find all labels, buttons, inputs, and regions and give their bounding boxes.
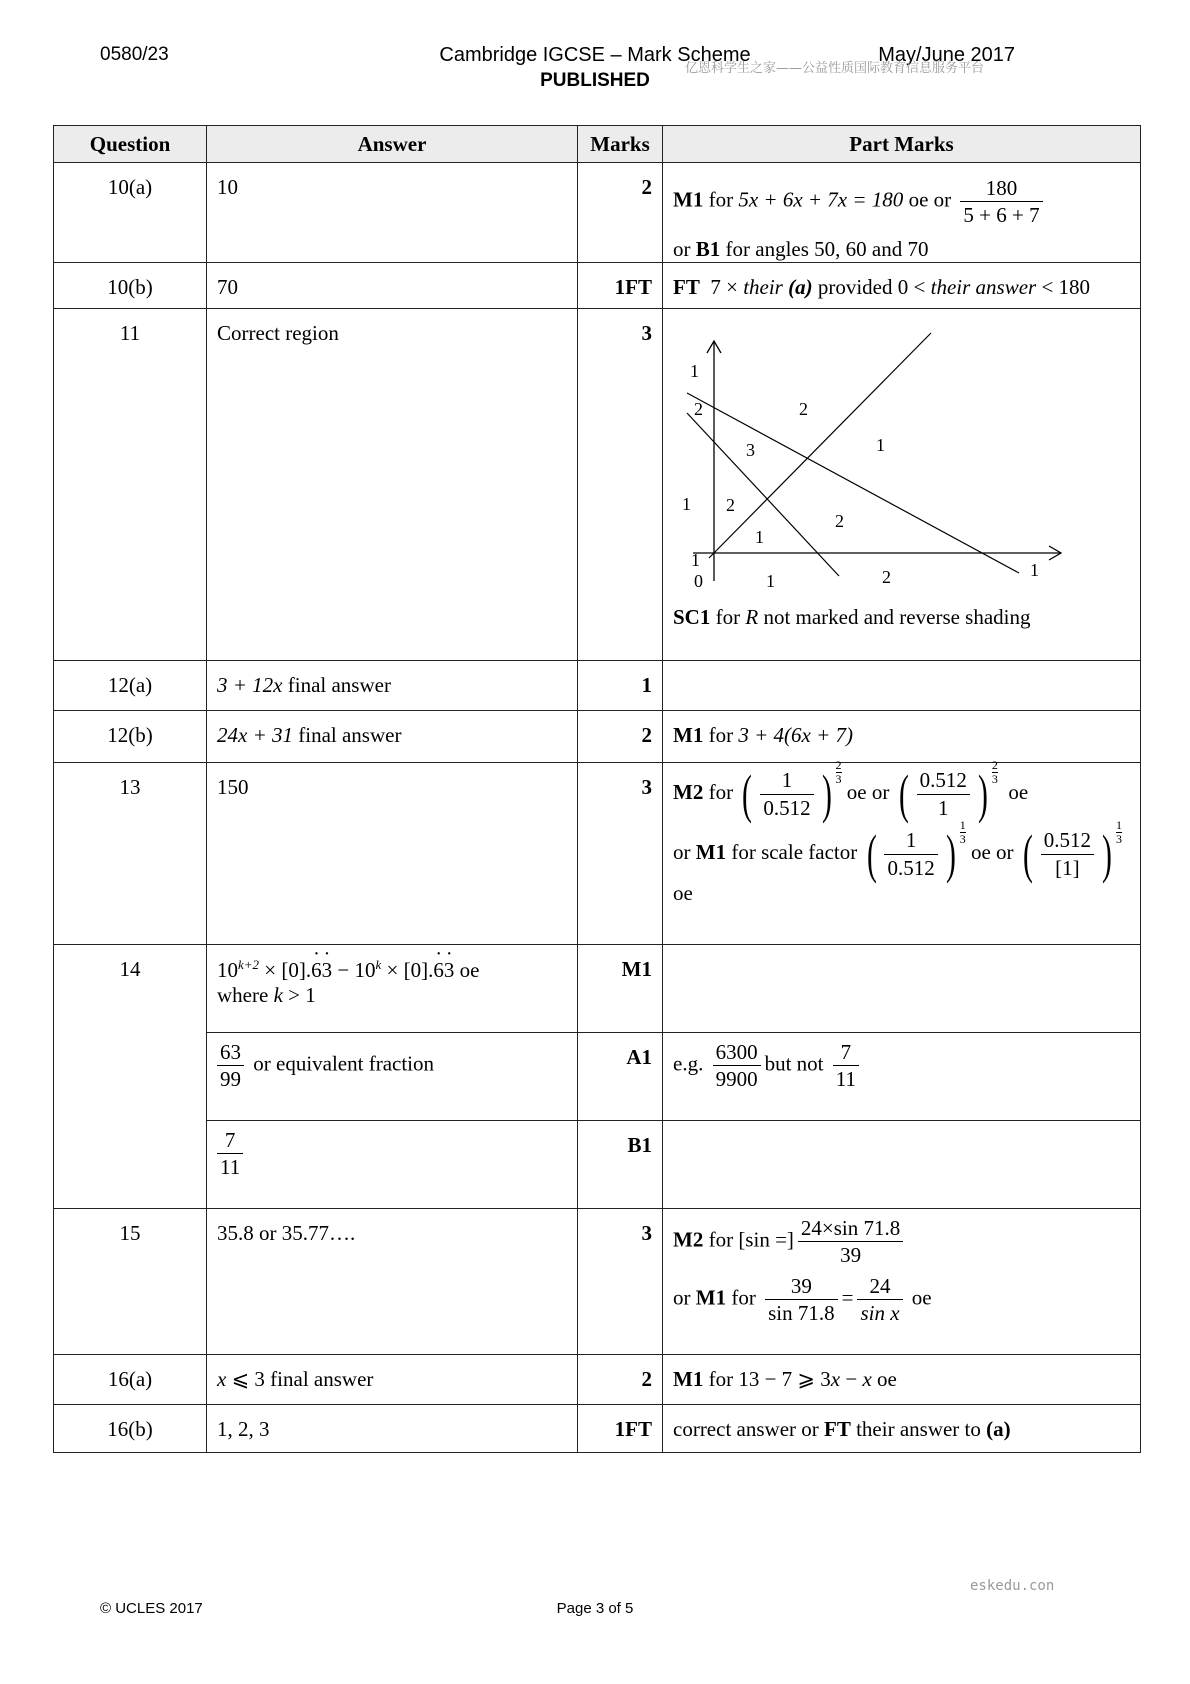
- math-expression: 5x + 6x + 7x = 180: [738, 187, 904, 212]
- text: − 10: [332, 958, 376, 982]
- region-diagram: [673, 313, 1093, 603]
- page-number: Page 3 of 5: [556, 1600, 634, 1617]
- text: for 13 − 7 ⩾ 3: [708, 1367, 831, 1391]
- mark-code: M2: [673, 779, 704, 804]
- table-row: [54, 945, 1141, 1033]
- question-number: 13: [54, 763, 207, 945]
- text: their: [743, 275, 783, 299]
- numerator: 6300: [713, 1039, 761, 1066]
- syllabus-code: 0580/23: [100, 44, 169, 65]
- text: correct answer or: [673, 1417, 819, 1441]
- answer-cell: 35.8 or 35.77….: [207, 1209, 578, 1355]
- region-label: 1: [876, 435, 885, 455]
- document-title: Cambridge IGCSE – Mark Scheme: [439, 44, 751, 66]
- numerator: 39: [765, 1273, 838, 1300]
- marks-cell: 1FT: [578, 263, 663, 309]
- table-row: [54, 263, 1141, 309]
- denominator: 11: [220, 1155, 241, 1180]
- fraction: [960, 175, 1042, 229]
- fraction: [765, 1273, 838, 1327]
- region-label: 2: [726, 495, 735, 515]
- question-number: 10(b): [54, 263, 207, 309]
- left-paren: (: [1022, 824, 1033, 884]
- text: oe or: [970, 839, 1014, 864]
- mark-code: B1: [695, 236, 721, 261]
- region-label: 2: [799, 399, 808, 419]
- mark-code: M1: [695, 1285, 727, 1310]
- answer-cell: [207, 1121, 578, 1209]
- denominator: [1]: [1055, 855, 1080, 880]
- part-marks-cell: [663, 263, 1141, 309]
- fraction: [833, 1039, 859, 1093]
- fraction: [217, 1039, 244, 1093]
- part-reference: (a): [986, 1417, 1011, 1441]
- answer-cell: 1, 2, 3: [207, 1405, 578, 1453]
- text: > 1: [288, 983, 316, 1007]
- text: oe: [1008, 779, 1029, 804]
- region-label: 1: [690, 361, 699, 381]
- header-marks: Marks: [578, 126, 663, 163]
- fraction: [760, 767, 813, 821]
- text: oe: [673, 881, 693, 905]
- denominator: 0.512: [887, 855, 935, 880]
- numerator: 7: [217, 1127, 243, 1154]
- fraction: [917, 767, 970, 821]
- text: for: [731, 1285, 756, 1310]
- text: e.g.: [673, 1051, 704, 1076]
- marks-cell: 2: [578, 163, 663, 263]
- right-paren: ): [977, 764, 988, 824]
- table-row: [54, 1405, 1141, 1453]
- denominator: 99: [220, 1067, 241, 1092]
- marks-cell: 3: [578, 1209, 663, 1355]
- exponent-fraction: [960, 819, 966, 846]
- left-paren: (: [742, 764, 753, 824]
- exponent: k: [375, 957, 382, 972]
- numerator: 1: [959, 818, 966, 832]
- marks-cell: 3: [578, 763, 663, 945]
- denominator: 3: [835, 772, 842, 787]
- text: R: [745, 605, 759, 629]
- fraction: [884, 827, 937, 881]
- part-marks-cell: [663, 309, 1141, 661]
- text: 10: [217, 958, 238, 982]
- table-row: [54, 1121, 1141, 1209]
- text: ⩽ 3 final answer: [231, 1367, 374, 1391]
- fraction: [713, 1039, 761, 1093]
- text: their answer to: [856, 1417, 981, 1441]
- marks-cell: 3: [578, 309, 663, 661]
- text: 7 ×: [710, 275, 738, 299]
- question-number: 12(a): [54, 661, 207, 711]
- numerator: 2: [991, 758, 998, 772]
- copyright: © UCLES 2017: [100, 1600, 203, 1617]
- header-answer: Answer: [207, 126, 578, 163]
- part-reference: (a): [788, 275, 813, 299]
- mark-code: SC1: [673, 605, 711, 629]
- answer-cell: [207, 711, 578, 763]
- text: for: [708, 779, 734, 804]
- text: or: [673, 236, 691, 261]
- table-row: [54, 309, 1141, 661]
- marks-cell: 1FT: [578, 1405, 663, 1453]
- marks-cell: A1: [578, 1033, 663, 1121]
- question-number: 16(a): [54, 1355, 207, 1405]
- numerator: 180: [960, 175, 1042, 202]
- text: oe: [871, 1367, 897, 1391]
- recurring-digit: · 6: [311, 958, 322, 983]
- text: k: [273, 983, 283, 1007]
- variable: x: [217, 1367, 227, 1391]
- text: or: [673, 1285, 691, 1310]
- region-label: 1: [755, 527, 764, 547]
- boundary-line-3: [687, 413, 839, 576]
- exponent-fraction: [836, 759, 842, 786]
- question-number: 10(a): [54, 163, 207, 263]
- fraction: [217, 1127, 243, 1181]
- part-marks-cell: [663, 758, 1141, 945]
- part-marks-cell: [663, 661, 1141, 711]
- mark-code: M1: [673, 187, 704, 212]
- table-row: [54, 1209, 1141, 1355]
- mark-scheme-table: [53, 125, 1141, 1453]
- left-paren: (: [866, 824, 877, 884]
- text: or: [673, 839, 691, 864]
- answer-cell: 70: [207, 263, 578, 309]
- text: for: [715, 605, 741, 629]
- denominator: 39: [840, 1243, 862, 1268]
- fraction: [798, 1215, 903, 1269]
- numerator: 2: [835, 758, 842, 772]
- text: where: [217, 983, 269, 1007]
- denominator: 11: [835, 1067, 856, 1092]
- text: their answer: [930, 275, 1037, 299]
- denominator: 3: [991, 772, 998, 787]
- part-marks-cell: [663, 1121, 1141, 1209]
- text: or equivalent fraction: [253, 1051, 435, 1076]
- fraction: [1041, 827, 1094, 881]
- part-marks-cell: [663, 163, 1141, 263]
- part-marks-cell: [663, 1209, 1141, 1355]
- recurring-digit: · 6: [433, 958, 444, 983]
- recurring-digit: · 3: [322, 958, 333, 983]
- marks-cell: B1: [578, 1121, 663, 1209]
- text: but not: [764, 1051, 824, 1076]
- answer-cell: Correct region: [207, 309, 578, 661]
- answer-cell: [207, 1033, 578, 1121]
- numerator: 24: [857, 1273, 902, 1300]
- numerator: 1: [760, 767, 813, 794]
- fraction: [857, 1273, 902, 1327]
- region-label: 1: [766, 571, 775, 591]
- region-label: 2: [835, 511, 844, 531]
- answer-cell: 10: [207, 163, 578, 263]
- text: for angles 50, 60 and 70: [725, 236, 929, 261]
- text: for: [708, 723, 734, 747]
- part-marks-cell: [663, 1033, 1141, 1121]
- table-row: [54, 163, 1141, 263]
- part-marks-cell: [663, 945, 1141, 1033]
- numerator: 7: [833, 1039, 859, 1066]
- question-number: 16(b): [54, 1405, 207, 1453]
- marks-cell: 2: [578, 711, 663, 763]
- mark-code: M1: [673, 1367, 704, 1391]
- answer-cell: [207, 945, 578, 1033]
- mark-code: FT: [824, 1417, 851, 1441]
- answer-cell: [207, 661, 578, 711]
- boundary-line-2: [687, 393, 1019, 573]
- right-paren: ): [1102, 824, 1112, 884]
- published-label: PUBLISHED: [540, 70, 650, 91]
- question-number: 15: [54, 1209, 207, 1355]
- text: × [0].: [381, 958, 434, 982]
- text: × [0].: [264, 958, 312, 982]
- denominator: 3: [959, 832, 966, 847]
- marks-cell: 1: [578, 661, 663, 711]
- denominator: sin x: [860, 1300, 900, 1325]
- watermark-text: 亿恩科学生之家——公益性质国际教育信息服务平台: [685, 61, 985, 76]
- exponent: k+2: [238, 957, 260, 972]
- marks-cell: M1: [578, 945, 663, 1033]
- answer-cell: [207, 1355, 578, 1405]
- region-label: 1: [682, 494, 691, 514]
- part-marks-cell: [663, 1355, 1141, 1405]
- text: < 180: [1041, 275, 1091, 299]
- denominator: sin 71.8: [768, 1300, 835, 1325]
- question-number: 12(b): [54, 711, 207, 763]
- text: oe or: [908, 187, 952, 212]
- region-label: 2: [694, 399, 703, 419]
- answer-cell: 150: [207, 763, 578, 945]
- boundary-line-1: [709, 333, 931, 558]
- text: oe or: [846, 779, 890, 804]
- part-marks-cell: [663, 1405, 1141, 1453]
- text: for [sin =]: [708, 1227, 794, 1252]
- text: for scale factor: [731, 839, 858, 864]
- denominator: 3: [1116, 832, 1123, 847]
- text: not marked and reverse shading: [763, 605, 1031, 629]
- numerator: 24×sin 71.8: [798, 1215, 903, 1242]
- table-header-row: [54, 126, 1141, 163]
- denominator: 0.512: [763, 795, 811, 820]
- axis-origin-label: 0: [694, 571, 703, 591]
- exponent-fraction: [992, 759, 998, 786]
- marks-cell: 2: [578, 1355, 663, 1405]
- recurring-digit: · 3: [444, 958, 455, 983]
- region-label: 1: [1030, 560, 1039, 580]
- text: final answer: [298, 723, 402, 747]
- numerator: 63: [217, 1039, 244, 1066]
- right-paren: ): [821, 764, 832, 824]
- text: final answer: [287, 673, 391, 697]
- region-label: 1: [691, 550, 700, 570]
- exam-session: May/June 2017: [878, 44, 1015, 66]
- region-label: 3: [746, 440, 755, 460]
- question-number: 11: [54, 309, 207, 661]
- denominator: 9900: [715, 1067, 758, 1092]
- table-row: [54, 763, 1141, 945]
- part-marks-cell: [663, 711, 1141, 763]
- equals-sign: =: [841, 1285, 854, 1310]
- mark-code: M2: [673, 1227, 704, 1252]
- text: provided 0 <: [817, 275, 926, 299]
- denominator: 5 + 6 + 7: [963, 203, 1040, 228]
- exponent-fraction: [1116, 819, 1122, 846]
- denominator: 1: [937, 795, 949, 820]
- mark-code: M1: [695, 839, 727, 864]
- left-paren: (: [898, 764, 909, 824]
- text: oe: [454, 958, 480, 982]
- table-row: [54, 1033, 1141, 1121]
- numerator: 1: [884, 827, 937, 854]
- numerator: 0.512: [917, 767, 970, 794]
- math-expression: 3 + 12x: [217, 673, 283, 697]
- region-label: 2: [882, 567, 891, 587]
- table-row: [54, 1355, 1141, 1405]
- variable: x: [862, 1367, 872, 1391]
- variable: x: [830, 1367, 841, 1391]
- question-number: 14: [54, 945, 207, 1209]
- math-expression: 24x + 31: [217, 723, 293, 747]
- text: −: [840, 1367, 863, 1391]
- mark-code: FT: [673, 275, 700, 299]
- header-question: Question: [54, 126, 207, 163]
- math-expression: 3 + 4(6x + 7): [738, 723, 853, 747]
- right-paren: ): [945, 824, 956, 884]
- numerator: 1: [1116, 818, 1123, 832]
- numerator: 0.512: [1041, 827, 1094, 854]
- text: oe: [911, 1285, 932, 1310]
- footer-watermark: eskedu.con: [970, 1578, 1055, 1594]
- mark-code: M1: [673, 723, 704, 747]
- table-row: [54, 711, 1141, 763]
- text: for: [708, 187, 734, 212]
- header-part-marks: Part Marks: [663, 126, 1141, 163]
- table-row: [54, 661, 1141, 711]
